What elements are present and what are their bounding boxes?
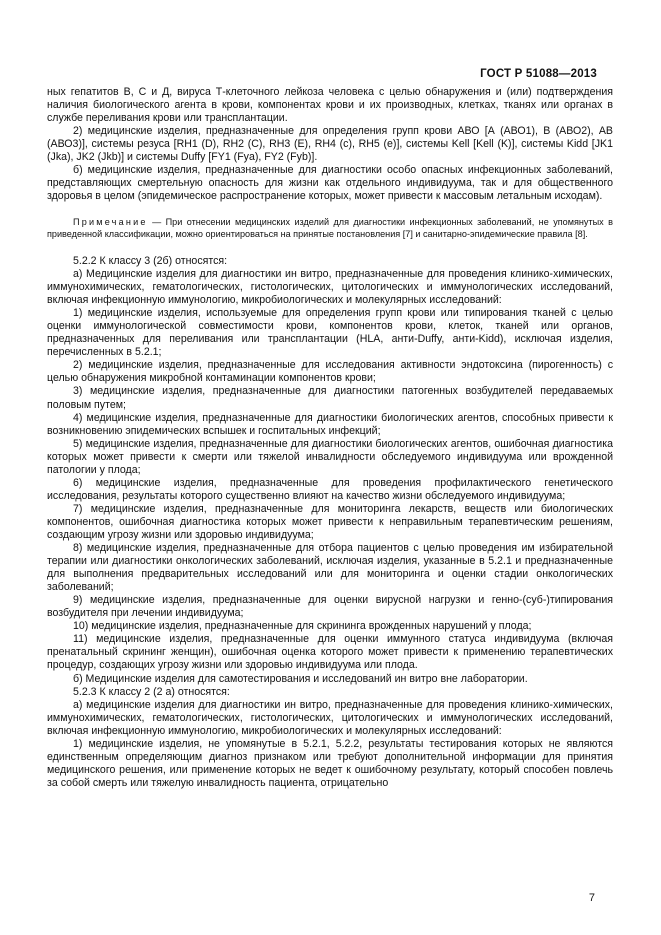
paragraph: 11) медицинские изделия, предназначенные для оценки иммунного статуса индивидуума (включая пренатальный скрининг женщин), ошибочная оценка которого может привести к применению терапевтических процедур, создающих угрозу жизни или здоровью индивидуума или плода. bbox=[47, 633, 613, 672]
paragraph: 8) медицинские изделия, предназначенные для отбора пациентов с целью проведения им избирательной терапии или диагностики онкологических заболеваний, исключая изделия, указанные в 5.2.1 и предназначенные для выполнения предварительных исследований или для мониторинга и оценки стадии онкологических заболеваний; bbox=[47, 542, 613, 594]
paragraph: 7) медицинские изделия, предназначенные для мониторинга лекарств, веществ или биологических компонентов, ошибочная диагностика которых может привести к неправильным терапевтическим решениям, создающим угрозу жизни или здоровью индивидуума; bbox=[47, 502, 613, 541]
paragraph: 3) медицинские изделия, предназначенные для диагностики патогенных возбудителей передаваемых половым путем; bbox=[47, 385, 613, 411]
paragraph: 1) медицинские изделия, не упомянутые в 5.2.1, 5.2.2, результаты тестирования которых не являются единственным определяющим диагноз признаком или требуют дополнительной информации для принятия медицинского решения, или применение которых не ведет к ошибочному результату, который способен повлечь за собой смерть или тяжелую инвалидность пациента, отрицательно bbox=[47, 737, 613, 789]
paragraph: а) медицинские изделия для диагностики ин витро, предназначенные для проведения клинико-химических, иммунохимических, гематологических, гистологических, цитологических и иммунологических исследований, включая инфекционную иммунологию, микробиологических и молекулярных исследований: bbox=[47, 698, 613, 737]
paragraph: 9) медицинские изделия, предназначенные для оценки вирусной нагрузки и генно-(суб-)типирования возбудителя при лечении индивидуума; bbox=[47, 594, 613, 620]
page-number: 7 bbox=[588, 892, 595, 904]
paragraph: б) Медицинские изделия для самотестирования и исследований ин витро вне лаборатории. bbox=[73, 672, 528, 685]
paragraph: 2) медицинские изделия, предназначенные для исследования активности эндотоксина (пирогенность) с целью обнаружения микробной контаминации компонентов крови; bbox=[47, 359, 613, 385]
note-paragraph bbox=[47, 217, 613, 241]
paragraph: 5) медицинские изделия, предназначенные для диагностики биологических агентов, ошибочная диагностика которых может привести к смерти или тяжелой инвалидности обследуемого индивидуума или врожденной патологии у плода; bbox=[47, 437, 613, 476]
paragraph: а) Медицинские изделия для диагностики ин витро, предназначенные для проведения клинико-химических, иммунохимических, гематологических, гистологических, цитологических и иммунологических исследований, включая инфекционную иммунологию, микробиологических и молекулярных исследований: bbox=[47, 268, 613, 307]
paragraph: ных гепатитов В, С и Д, вируса Т-клеточного лейкоза человека с целью обнаружения и (или) подтверждения наличия биологического агента в крови, компонентах крови и их производных, клетках, тканях или органах в службе переливания крови или трансплантации. bbox=[47, 86, 613, 125]
paragraph: б) медицинские изделия, предназначенные для диагностики особо опасных инфекционных заболеваний, представляющих смертельную опасность для жизни как отдельного индивидуума, так и для общественного здоровья в целом (эпидемическое распространение которых, может привести к массовым летальным исходам). bbox=[47, 164, 613, 203]
paragraph: 4) медицинские изделия, предназначенные для диагностики биологических агентов, способных привести к возникновению эпидемических вспышек и госпитальных инфекций; bbox=[47, 411, 613, 437]
paragraph: 10) медицинские изделия, предназначенные для скрининга врожденных нарушений у плода; bbox=[73, 620, 532, 633]
note-text: — При отнесении медицинских изделий для диагностики инфекционных заболеваний, не упомянутых в приведенной классификации, можно ориентироваться на принятые постановления [7] и санитарно-эпидемические правила [8]. bbox=[47, 217, 613, 240]
paragraph: 5.2.2 К классу 3 (2б) относятся: bbox=[73, 255, 228, 268]
paragraph: 1) медицинские изделия, используемые для определения групп крови или типирования тканей с целью оценки иммунологической совместимости крови, компонентов крови, клеток, тканей или органов, предназначенных для переливания или трансплантации (HLA, анти-Duffy, анти-Kidd), исключая изделия, перечисленных в 5.2.1; bbox=[47, 307, 613, 359]
note-label: Примечание bbox=[73, 217, 148, 228]
document-body bbox=[47, 86, 613, 790]
standard-header: ГОСТ Р 51088—2013 bbox=[480, 68, 597, 80]
paragraph: 2) медицинские изделия, предназначенные для определения групп крови АВО [А (АВО1), В (АВО2), АВ (АВО3)], системы резуса [RH1 (D), RH2 (C), RH3 (E), RH4 (c), RH5 (e)], системы Kell [Kell (K)], системы Kidd [JK1 (Jka), JK2 (Jkb)] и системы Duffy [FY1 (Fya), FY2 (Fyb)]. bbox=[47, 125, 613, 164]
paragraph: 6) медицинские изделия, предназначенные для проведения профилактического генетического исследования, результаты которого существенно влияют на качество жизни обследуемого индивидуума; bbox=[47, 476, 613, 502]
paragraph: 5.2.3 К классу 2 (2 а) относятся: bbox=[73, 685, 230, 698]
